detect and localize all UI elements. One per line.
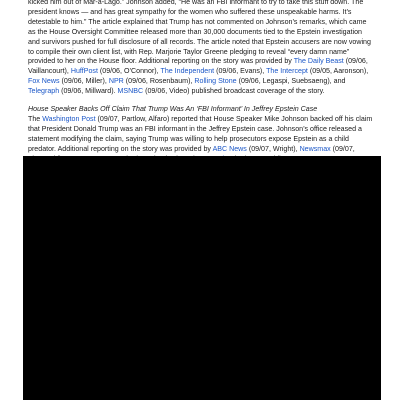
citation-text: (09/07, Wright), (246, 144, 300, 153)
link-daily-beast[interactable]: The Daily Beast (293, 57, 344, 66)
link-telegraph[interactable]: Telegraph (28, 87, 60, 96)
citation-text: (09/05, Aaronson), (307, 67, 369, 76)
link-intercept[interactable]: The Intercept (266, 67, 308, 76)
citation-text: (09/06, Rosenbaum), (123, 77, 195, 86)
link-fox-news[interactable]: Fox News (28, 77, 60, 86)
link-npr[interactable]: NPR (108, 77, 124, 86)
citation-text: (09/07, (332, 144, 355, 153)
link-rolling-stone[interactable]: Rolling Stone (194, 77, 237, 86)
article2-text: The (28, 114, 43, 123)
citation-text: (09/06, Millward). (59, 87, 118, 96)
article1-reporting-intro: Additional reporting on the story was provided by (138, 57, 294, 66)
article1-text: kicked him out of Mar-a-Lago.” Johnson added, “He was an FBI informant to try to take this stuff down. The president knows — and has great sympathy for the women who suffered these unspeakable harms. It’s detestable to him.” The article explained that Trump has not commented on Johnson’s remarks, which came as the House Oversight Committee released more than 30,000 documents tied to the Epstein investigation and survivors pushed for full disclosure of all records. The article noted that Epstein accusers are now vowing to compile their own client list, with Rep. Marjorie Taylor Greene pledging to reveal “every damn name” provided to her on the House floor. (28, 0, 371, 66)
citation-text: (09/06, Legaspi, Suebsaeng), and (236, 77, 346, 86)
citation-text: (09/06, Evans), (214, 67, 267, 76)
citation-text: (09/06, Video) published broadcast coverage of the story. (143, 87, 325, 96)
article2-text: (09/07, Partlow, Alfaro) reported that House Speaker Mike Johnson backed off his claim that President Donald Trump was an FBI informant in the Jeffrey Epstein case. Johnson’s office released a statement modifying the claim, saying Trump was willing to help prosecutors expose Epstein as a child predator. Additional reporting on the story was provided by (28, 114, 373, 153)
link-huffpost[interactable]: HuffPost (70, 67, 98, 76)
link-newsmax[interactable]: Newsmax (299, 144, 331, 153)
video-player[interactable] (23, 156, 381, 400)
citation-text: (09/06, O’Connor), (97, 67, 161, 76)
citation-text: (09/06, Miller), (59, 77, 109, 86)
link-abc-news[interactable]: ABC News (212, 144, 247, 153)
link-msnbc[interactable]: MSNBC (117, 87, 144, 96)
article1-paragraph (28, 0, 374, 97)
citation-text: (09/06, Vaillancourt), (28, 57, 368, 76)
link-washington-post[interactable]: Washington Post (42, 114, 96, 123)
link-independent[interactable]: The Independent (160, 67, 215, 76)
article2-headline: House Speaker Backs Off Claim That Trump Was An ‘FBI Informant’ In Jeffrey Epstein Case (28, 105, 318, 114)
article-body (28, 0, 374, 165)
